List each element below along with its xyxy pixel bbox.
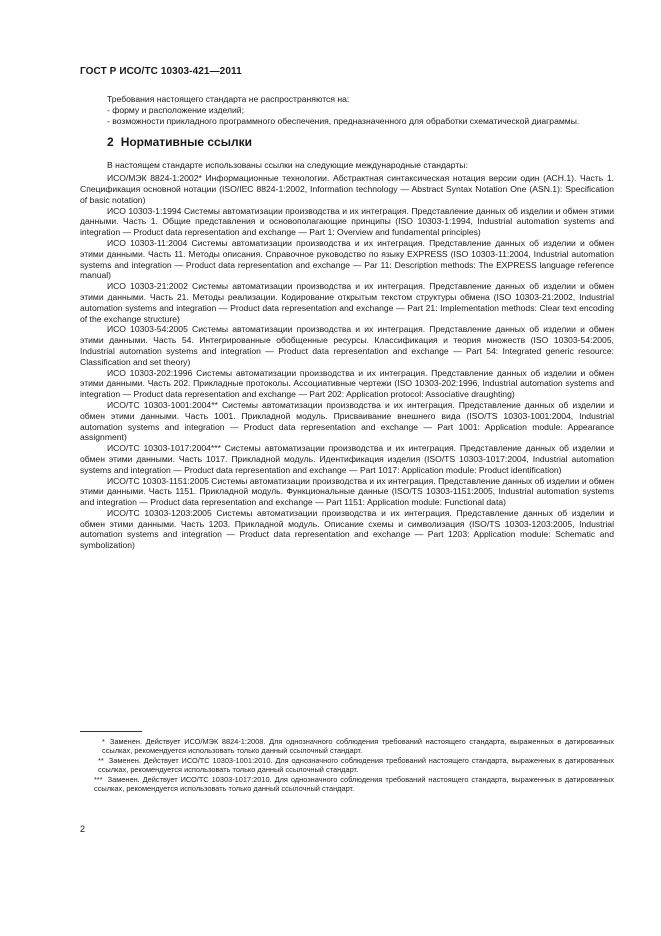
footnote-text: Заменен. Действует ИСО/МЭК 8824-1:2008. Для однозначного соблюдения требований настоящего стандарта, выраженных в датированных ссылках, рекомендуется использовать только данный ссылочный стандарт. xyxy=(102,737,614,756)
footnote xyxy=(80,737,614,756)
intro-paragraph: Требования настоящего стандарта не распространяются на: xyxy=(107,94,350,104)
reference-entry: ИСО 10303-21:2002 Системы автоматизации производства и их интеграция. Представление данных об изделии и обмен этими данными. Часть 21. Методы реализации. Кодирование открытым текстом структуры обмена (ISO 10303-21:2002, Industrial automation systems and integration — Product data representation and exchange — Part 21: Implementation methods: Clear text encoding of the exchange structure) xyxy=(80,281,614,324)
reference-entry: ИСО/ТС 10303-1017:2004*** Системы автоматизации производства и их интеграция. Представление данных об изделии и обмен этими данными. Часть 1017. Прикладной модуль. Идентификация изделия (ISO/TS 10303-1017:2004, Industrial automation systems and integration — Product data representation and exchange — Part 1017: Application module: Product identification) xyxy=(80,443,614,475)
footnote-mark: * xyxy=(102,737,105,746)
document-header: ГОСТ Р ИСО/ТС 10303-421—2011 xyxy=(80,66,242,77)
reference-entry: ИСО 10303-11:2004 Системы автоматизации производства и их интеграция. Представление данных об изделии и обмен этими данными. Часть 11. Методы описания. Справочное руководство по языку EXPRESS (ISO 10303-11:2004, Industrial automation systems and integration — Product data representation and exchange — Par 11: Description methods: The EXPRESS language reference manual) xyxy=(80,237,614,281)
footnote-mark: *** xyxy=(94,775,103,785)
section-title: Нормативные ссылки xyxy=(120,135,252,150)
document-body xyxy=(80,94,614,551)
intro-bullet: - форму и расположение изделий; xyxy=(107,104,244,115)
footnotes xyxy=(80,737,614,794)
section-number: 2 xyxy=(107,135,114,150)
reference-entry: ИСО/МЭК 8824-1:2002* Информационные технологии. Абстрактная синтаксическая нотация версии один (АСН.1). Часть 1. Спецификация основной нотации (ISO/IEC 8824-1:2002, Information technology — Abstract Syntax Notation One (ASN.1): Specification of basic notation) xyxy=(80,173,614,205)
reference-entry: ИСО/ТС 10303-1001:2004** Системы автоматизации производства и их интеграция. Представление данных об изделии и обмен этими данными. Часть 1001. Прикладной модуль. Присваивание внешнего вида (ISO/TS 10303-1001:2004, Industrial automation systems and integration — Product data representation and exchange — Part 1001: Application module: Appearance assignment) xyxy=(80,399,614,443)
footnote xyxy=(80,775,614,794)
footnote-separator xyxy=(80,731,142,732)
reference-entry: ИСО/ТС 10303-1151:2005 Системы автоматизации производства и их интеграция. Представление данных об изделии и обмен этими данными. Часть 1151. Прикладной модуль. Функциональные данные (ISO/TS 10303-1151:2005, Industrial automation systems and integration — Product data representation and exchange — Part 1151: Application module: Functional data) xyxy=(80,475,614,508)
intro-bullet: - возможности прикладного программного обеспечения, предназначенного для обработки схематической диаграммы. xyxy=(107,115,580,126)
footnote xyxy=(80,756,614,775)
footnote-text: Заменен. Действует ИСО/ТС 10303-1001:2010. Для однозначного соблюдения требований настоящего стандарта, выраженных в датированных ссылках, рекомендуется использовать только данный ссылочный стандарт. xyxy=(98,756,614,775)
reference-entry: ИСО 10303-202:1996 Системы автоматизации производства и их интеграция. Представление данных об изделии и обмен этими данными. Часть 202. Прикладные протоколы. Ассоциативные чертежи (ISO 10303-202:1996, Industrial automation systems and integration — Product data representation and exchange — Part 202: Application protocol: Associative draughting) xyxy=(80,367,614,400)
section-lead: В настоящем стандарте использованы ссылки на следующие международные стандарты: xyxy=(107,160,468,171)
section-heading xyxy=(107,134,614,150)
footnote-text: Заменен. Действует ИСО/ТС 10303-1017:2010. Для однозначного соблюдения требований настоящего стандарта, выраженных в датированных ссылках, рекомендуется использовать только данный ссылочный стандарт. xyxy=(94,775,614,794)
footnote-mark: ** xyxy=(98,756,104,766)
reference-entry: ИСО 10303-54:2005 Системы автоматизации производства и их интеграция. Представление данных об изделии и обмен этими данными. Часть 54. Интегрированные обобщенные ресурсы. Классификация и теория множеств (ISO 10303-54:2005, Industrial automation systems and integration — Product data representation and exchange — Part 54: Integrated generic resource: Classification and set theory) xyxy=(80,324,614,367)
reference-entry: ИСО/ТС 10303-1203:2005 Системы автоматизации производства и их интеграция. Представление данных об изделии и обмен этими данными. Часть 1203. Прикладной модуль. Описание схемы и символизация (ISO/TS 10303-1203:2005, Industrial automation systems and integration — Product data representation and exchange — Part 1203: Application module: Schematic and symbolization) xyxy=(80,507,614,551)
page-number: 2 xyxy=(80,824,86,834)
reference-entry: ИСО 10303-1:1994 Системы автоматизации производства и их интеграция. Представление данных об изделии и обмен этими данными. Часть 1. Общие представления и основополагающие принципы (ISO 10303-1:1994, Industrial automation systems and integration — Product data representation and exchange — Part 1: Overview and fundamental principles) xyxy=(80,205,614,238)
